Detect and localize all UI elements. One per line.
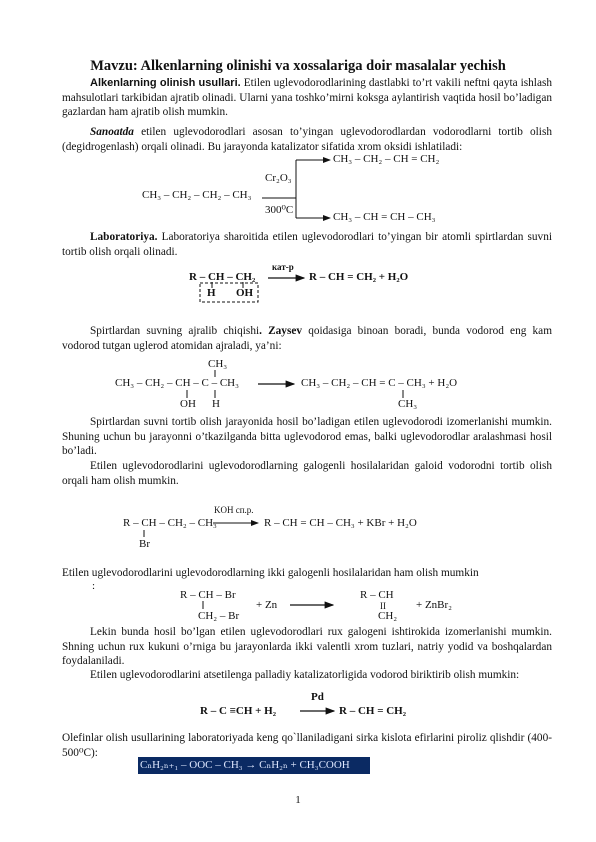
eq6-product: R – CH = CH₂ — [339, 705, 407, 717]
paragraph-halogen-derivatives: Etilen uglevodorodlarini uglevodorodlarning galogenli hosilalaridan galoid vodorodni tortib olish orqali ham olish mumkin. — [62, 460, 552, 487]
eq5-product-top: R – CH — [360, 589, 394, 601]
eq1-catalyst: Cr₂O₃ — [265, 172, 292, 184]
eq5-double-bond: II — [380, 601, 386, 611]
eq4-product: R – CH = CH – CH₃ + KBr + H₂O — [264, 517, 417, 529]
paragraph-dihalogen: Etilen uglevodorodlarini uglevodorodlarning ikki galogenli hosilalaridan ham olish mumkin — [62, 567, 479, 579]
eq2-reactant: R – CH – CH₂ — [189, 271, 256, 283]
eq3-product: CH₃ – CH₂ – CH = C – CH₃ + H₂O — [301, 377, 458, 389]
eq5-plus-salt: + ZnBr₂ — [416, 599, 453, 611]
paragraph-lead: Laboratoriya. — [90, 231, 158, 243]
paragraph-palladium: Etilen uglevodorodlarini atsetilenga palladiy katalizatorligida vodorod biriktirib olish mumkin: — [90, 669, 520, 681]
page-title: Mavzu: Alkenlarning olinishi va xossalariga doir masalalar yechish — [90, 58, 506, 74]
paragraph-zaysev: Spirtlardan suvning ajralib chiqishi. Zaysev qoidasiga binoan boradi, bunda vodorod eng kam vodorod tutgan uglerod atomidan ajraladi, ya’ni: — [62, 325, 552, 352]
eq3-top-substituent: CH₃ — [208, 358, 228, 370]
eq2-sub-h: H — [207, 287, 216, 299]
eq3-product-substituent: CH₃ — [398, 398, 418, 410]
eq1-product-1: CH₃ – CH₂ – CH = CH₂ — [333, 153, 440, 165]
eq1-reactant: CH₃ – CH₂ – CH₂ – CH₃ — [142, 189, 252, 201]
eq7-highlighted-reaction: CₙH₂ₙ₊₁ – OOC – CH₃ → CₙH₂ₙ + CH₃COOH — [138, 757, 370, 774]
eq6-arrow-label: Pd — [311, 691, 324, 703]
eq4-arrow-label: KOH сп.р. — [214, 505, 254, 515]
eq2-product: R – CH = CH₂ + H₂O — [309, 271, 409, 283]
eq2-arrow-label: кат-р — [272, 262, 294, 272]
paragraph-isomerization: Spirtlardan suvni tortib olish jarayonida hosil bo’ladigan etilen uglevodorodi izomerlanishi mumkin. Shuning uchun bu jarayonni o’tkazilganda bitta uglevodorod emas, balki uglevodorodlar aralashmasi hosil bo’ladi. — [62, 416, 552, 458]
eq5-plus-zn: + Zn — [256, 599, 278, 611]
eq1-product-2: CH₃ – CH = CH – CH₃ — [333, 211, 436, 223]
eq4-sub-br: Br — [139, 538, 150, 550]
eq5-product-bottom: CH₂ — [378, 610, 398, 622]
eq2-sub-oh: OH — [236, 287, 254, 299]
eq4-reactant: R – CH – CH₂ – CH₃ — [123, 517, 217, 529]
paragraph-industry: Sanoatda etilen uglevodorodlari asosan to’yingan uglevodorodlardan vodorodlarni tortib olish (degidrogenlash) orqali olinadi. Bu jarayonda katalizator sifatida xrom oksidi ishlatiladi: — [62, 126, 552, 153]
eq5-reactant-top: R – CH – Br — [180, 589, 236, 601]
eq3-sub-h: H — [212, 398, 220, 410]
eq1-temperature: 300⁰C — [265, 204, 294, 216]
paragraph-zinc-note: Lekin bunda hosil bo’lgan etilen uglevodorodlari rux galogeni ishtirokida izomerlanishi mumkin. Shning uchun rux kukuni o’rniga bu jarayonlarda ikki valentli xrom tuzlari, natriy yodid va boshqalardan foydalaniladi. — [62, 626, 552, 668]
section-lead: Alkenlarning olinish usullari. — [90, 77, 241, 89]
eq5-reactant-bottom: CH₂ – Br — [198, 610, 240, 622]
paragraph-obtaining-methods: Alkenlarning olinish usullari. Etilen uglevodorodlarining dastlabki to’rt vakili neftni qayta ishlash mahsulotlari tarkibidan ajratib olinadi. Ularni yana toshko’mirni koksga aylantirish vaqtida hosil bo’ladigan gazlardan ham ajratib olish mumkin. — [62, 77, 552, 119]
page-number: 1 — [295, 794, 301, 806]
eq3-reactant: CH₃ – CH₂ – CH – C – CH₃ — [115, 377, 239, 389]
paragraph-pyrolysis: Olefinlar olish usullarining laboratoriyada keng qo`llaniladigani sirka kislota efirlarini piroliz qlishdir (400-500⁰C): — [62, 732, 552, 759]
colon-mark: : — [92, 580, 96, 592]
eq6-reactant: R – C ≡CH + H₂ — [200, 705, 277, 717]
paragraph-lead: Sanoatda — [90, 126, 134, 138]
paragraph-laboratory: Laboratoriya. Laboratoriya sharoitida etilen uglevodorodlari to’yingan bir atomli spirtlardan suvni tortib olish orqali olinadi. — [62, 231, 552, 258]
zaysev-rule: Zaysev — [268, 325, 303, 337]
eq3-sub-oh: OH — [180, 398, 196, 410]
